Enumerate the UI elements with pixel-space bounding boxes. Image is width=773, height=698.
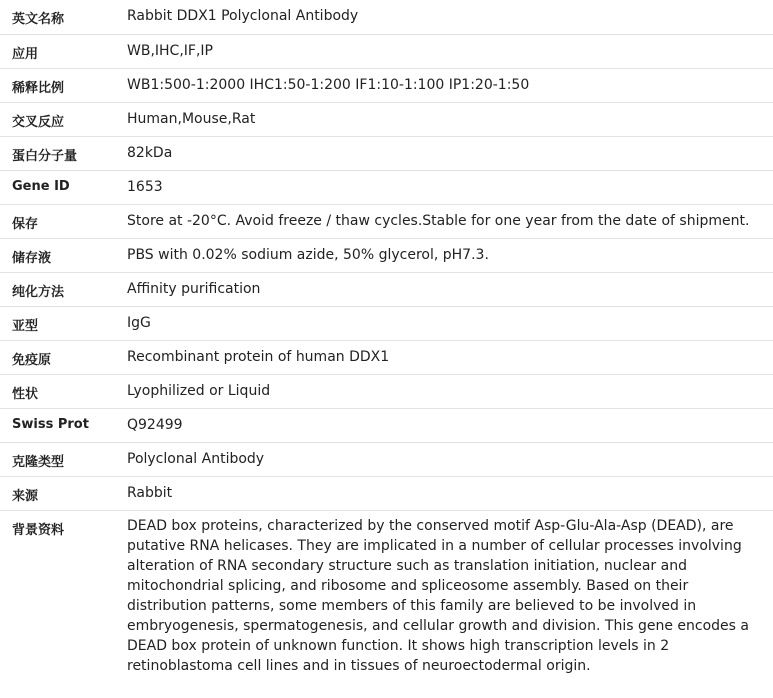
spec-value: Q92499: [127, 416, 183, 433]
spec-row-reactivity: [0, 102, 773, 136]
spec-value: Rabbit: [127, 484, 173, 501]
spec-row-buffer: [0, 238, 773, 272]
spec-label: 背景资料: [12, 522, 65, 538]
spec-row-gene-id: [0, 170, 773, 204]
spec-label: 储存液: [12, 250, 52, 266]
spec-label: 纯化方法: [12, 284, 65, 300]
spec-value: WB,IHC,IF,IP: [127, 42, 213, 59]
spec-label: Swiss Prot: [12, 416, 89, 432]
spec-label: 免疫原: [12, 352, 52, 368]
spec-value: IgG: [127, 314, 151, 331]
spec-row-dilution: [0, 68, 773, 102]
spec-value: Rabbit DDX1 Polyclonal Antibody: [127, 8, 359, 24]
spec-label: 亚型: [12, 318, 39, 334]
spec-row-swiss-prot: [0, 408, 773, 442]
spec-label: 来源: [12, 488, 39, 504]
spec-label: 稀释比例: [12, 80, 65, 96]
spec-label: 英文名称: [12, 12, 65, 27]
spec-row-isotype: [0, 306, 773, 340]
spec-value: 1653: [127, 178, 163, 195]
spec-value: PBS with 0.02% sodium azide, 50% glycerol, pH7.3.: [127, 246, 489, 263]
spec-value: WB1:500-1:2000 IHC1:50-1:200 IF1:10-1:100 IP1:20-1:50: [127, 76, 530, 93]
spec-row-immunogen: [0, 340, 773, 374]
background-paragraph: DEAD box proteins, characterized by the conserved motif Asp-Glu-Ala-Asp (DEAD), are putative RNA helicases. They are implicated in a number of cellular processes involving alteration of RNA secondary structure such as translation initiation, nuclear and mitochondrial splicing, and ribosome and spliceosome assembly. Based on their distribution patterns, some members of this family are believed to be involved in embryogenesis, spermatogenesis, and cellular growth and division. This gene encodes a DEAD box protein of unknown function. It shows high transcription levels in 2 retinoblastoma cell lines and in tissues of neuroectodermal origin.: [127, 517, 749, 674]
spec-row-english-name: [0, 0, 773, 34]
spec-label: 交叉反应: [12, 114, 65, 130]
spec-value: Affinity purification: [127, 280, 261, 297]
spec-label: Gene ID: [12, 178, 70, 194]
spec-row-background: [0, 510, 773, 680]
spec-row-application: [0, 34, 773, 68]
spec-label: 蛋白分子量: [12, 148, 78, 164]
spec-value: Human,Mouse,Rat: [127, 110, 256, 127]
spec-row-form: [0, 374, 773, 408]
spec-row-purification: [0, 272, 773, 306]
spec-value: 82kDa: [127, 144, 173, 161]
spec-value: Recombinant protein of human DDX1: [127, 348, 390, 365]
spec-value: Polyclonal Antibody: [127, 450, 265, 467]
spec-row-host: [0, 476, 773, 510]
spec-row-clonality: [0, 442, 773, 476]
spec-value: Store at -20°C. Avoid freeze / thaw cycles.Stable for one year from the date of shipment.: [127, 212, 750, 229]
spec-label: 性状: [12, 386, 39, 402]
spec-row-molecular-weight: [0, 136, 773, 170]
spec-row-storage: [0, 204, 773, 238]
spec-label: 应用: [12, 46, 39, 62]
spec-label: 保存: [12, 216, 39, 232]
spec-value: Lyophilized or Liquid: [127, 382, 271, 399]
spec-label: 克隆类型: [12, 454, 65, 470]
